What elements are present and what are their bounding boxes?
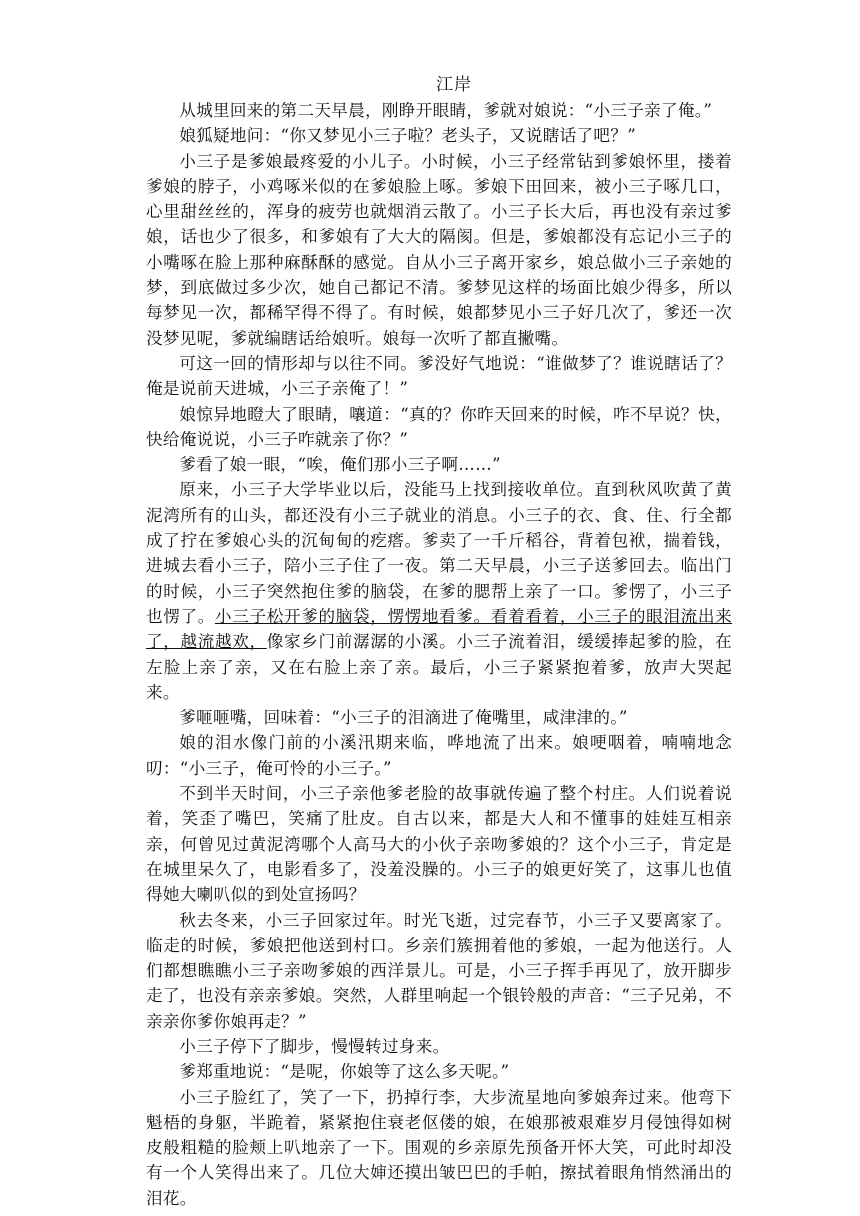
document-page [146,72,732,1211]
paragraph-9: 娘的泪水像门前的小溪汛期来临，哗地流了出来。娘哽咽着，喃喃地念叨：“小三子，俺可怜的小三子。” [146,733,732,778]
paragraph-10: 不到半天时间，小三子亲他爹老脸的故事就传遍了整个村庄。人们说着说着，笑歪了嘴巴，笑痛了肚皮。自古以来，都是大人和不懂事的娃娃互相亲亲，何曾见过黄泥湾哪个人高马大的小伙子亲吻爹娘的？这个小三子，肯定是在城里呆久了，电影看多了，没羞没臊的。小三子的娘更好笑了，这事儿也值得她大喇叭似的到处宣扬吗？ [146,784,732,905]
paragraph-1: 从城里回来的第二天早晨，刚睁开眼睛，爹就对娘说：“小三子亲了俺。” [179,101,713,120]
paragraph-6: 爹看了娘一眼，“唉，俺们那小三子啊……” [179,455,501,475]
paragraph-7 [146,477,732,705]
document-title: 江岸 [436,75,472,95]
paragraph-7-text: 原来，小三子大学毕业以后，没能马上找到接收单位。直到秋风吹黄了黄泥湾所有的山头，都还没有小三子就业的消息。小三子的衣、食、住、行全都成了拧在爹娘心头的沉甸甸的疙瘩。爹卖了一千斤稻谷，背着包袱，揣着钱，进城去看小三子，陪小三子住了一夜。第二天早晨，小三子送爹回去。临出门的时候，小三子突然抱住爹的脑袋，在爹的腮帮上亲了一口。爹愣了，小三子也愣了。 [146,480,732,626]
paragraph-5: 娘惊异地瞪大了眼睛，嚷道：“真的？你昨天回来的时候，咋不早说？快，快给俺说说，小三子咋就亲了你？” [146,404,732,449]
paragraph-3: 小三子是爹娘最疼爱的小儿子。小时候，小三子经常钻到爹娘怀里，搂着爹娘的脖子，小鸡啄米似的在爹娘脸上啄。爹娘下田回来，被小三子啄几口，心里甜丝丝的，浑身的疲劳也就烟消云散了。小三子长大后，再也没有亲过爹娘，话也少了很多，和爹娘有了大大的隔阂。但是，爹娘都没有忘记小三子的小嘴啄在脸上那种麻酥酥的感觉。自从小三子离开家乡，娘总做小三子亲她的梦，到底做过多少次，她自己都记不清。爹梦见这样的场面比娘少得多，所以每梦见一次，都稀罕得不得了。有时候，娘都梦见小三子好几次了，爹还一次没梦见呢，爹就编瞎话给娘听。娘每一次听了都直撇嘴。 [146,151,732,348]
paragraph-11: 秋去冬来，小三子回家过年。时光飞逝，过完春节，小三子又要离家了。临走的时候，爹娘把他送到村口。乡亲们簇拥着他的爹娘，一起为他送行。人们都想瞧瞧小三子亲吻爹娘的西洋景儿。可是，小三子挥手再见了，放开脚步走了，也没有亲亲爹娘。突然，人群里响起一个银铃般的声音：“三子兄弟，不亲亲你爹你娘再走？” [146,910,732,1031]
paragraph-4: 可这一回的情形却与以往不同。爹没好气地说：“谁做梦了？谁说瞎话了？俺是说前天进城，小三子亲俺了！” [146,353,732,399]
paragraph-14: 小三子脸红了，笑了一下，扔掉行李，大步流星地向爹娘奔过来。他弯下魁梧的身躯，半跪着，紧紧抱住衰老伛偻的娘，在娘那被艰难岁月侵蚀得如树皮般粗糙的脸颊上叭地亲了一下。围观的乡亲原先预备开怀大笑，可此时却没有一个人笑得出来了。几位大婶还摸出皱巴巴的手帕，擦拭着眼角悄然涌出的泪花。 [146,1087,732,1208]
underlined-sentence: 小三子松开爹的脑袋，愣愣地看爹。看着看着，小三子的眼泪流出来了，越流越欢， [146,606,732,652]
paragraph-2: 娘狐疑地问：“你又梦见小三子啦？老头子，又说瞎话了吧？” [179,126,636,146]
paragraph-13: 爹郑重地说：“是呢，你娘等了这么多天呢。” [179,1062,510,1082]
paragraph-12: 小三子停下了脚步，慢慢转过身来。 [179,1036,450,1056]
paragraph-7-continuation: 像家乡门前潺潺的小溪。小三子流着泪，缓缓捧起爹的脸，在左脸上亲了亲，又在右脸上亲了亲。最后，小三子紧紧抱着爹，放声大哭起来。 [146,632,732,702]
paragraph-8: 爹咂咂嘴，回味着：“小三子的泪滴进了俺嘴里，咸津津的。” [179,708,628,728]
